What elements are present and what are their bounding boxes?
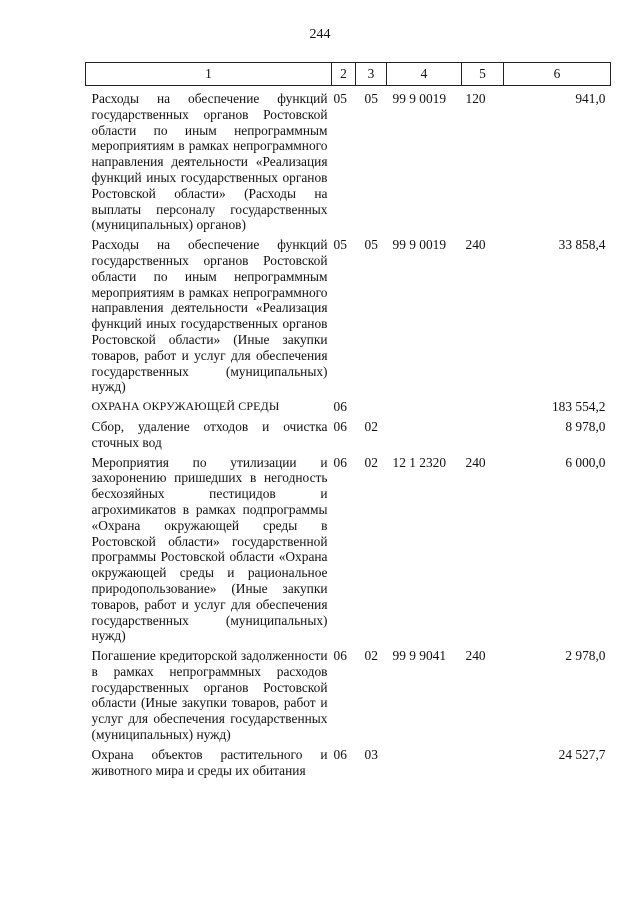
table-row — [86, 743, 611, 779]
row-name: Погашение кредиторской задолженности в рамках непрограммных расходов государственных органов Ростовской области (Иные закупки товаров, работ и услуг для обеспечения государственных (муниципальных) нужд) — [91, 648, 328, 743]
row-subsection: 02 — [364, 418, 378, 434]
row-expense-type: 240 — [465, 237, 486, 253]
row-subsection: 05 — [364, 237, 378, 253]
row-expense-type: 240 — [465, 454, 486, 470]
table-row — [86, 86, 611, 234]
row-name: Расходы на обеспечение функций государственных органов Ростовской области по иным непрограммным мероприятиям в рамках непрограммного направления деятельности «Реализация функций иных государственных органов Ростовской области» (Расходы на выплаты персоналу государственных (муниципальных) органов) — [91, 91, 328, 233]
row-target-article — [387, 395, 462, 415]
table-row — [86, 451, 611, 645]
row-section: 06 — [333, 454, 347, 470]
row-section: 06 — [333, 648, 347, 664]
row-target-article: 99 9 9041 — [392, 648, 447, 664]
row-section: 06 — [333, 746, 347, 762]
row-target-article: 99 9 0019 — [392, 91, 447, 106]
row-name: Мероприятия по утилизации и захоронению пришедших в негодность бесхозяйных пестицидов и агрохимикатов в рамках подпрограммы «Охрана окружающей среды в Ростовской области» государственной программы Ростовской области «Охрана окружающей среды и рациональное природопользование» (Иные закупки товаров, работ и услуг для обеспечения государственных (муниципальных) нужд) — [91, 454, 328, 644]
row-expense-type: 240 — [465, 648, 486, 664]
row-expense-type: 120 — [465, 91, 486, 106]
row-subsection: 05 — [364, 91, 378, 106]
row-target-article: 99 9 0019 — [392, 237, 447, 253]
row-amount: 6 000,0 — [565, 454, 606, 470]
header-col-4: 4 — [387, 63, 462, 86]
row-name: Расходы на обеспечение функций государственных органов Ростовской области по иным непрограммным мероприятиям в рамках непрограммного направления деятельности «Реализация функций иных государственных органов Ростовской области» (Иные закупки товаров, работ и услуг для обеспечения государственных (муниципальных) нужд) — [91, 237, 328, 395]
table-row — [86, 415, 611, 451]
row-expense-type — [462, 395, 504, 415]
table-row — [86, 233, 611, 395]
row-amount: 941,0 — [575, 91, 606, 106]
row-section: 05 — [333, 91, 347, 106]
header-col-2: 2 — [332, 63, 356, 86]
row-section: 06 — [333, 399, 347, 415]
header-col-6: 6 — [504, 63, 611, 86]
row-target-article — [387, 415, 462, 451]
row-expense-type — [462, 415, 504, 451]
table-row — [86, 644, 611, 743]
row-section: 06 — [333, 418, 347, 434]
row-subsection: 02 — [364, 454, 378, 470]
header-col-3: 3 — [356, 63, 387, 86]
row-amount: 8 978,0 — [565, 418, 606, 434]
table-row — [86, 395, 611, 415]
header-col-5: 5 — [462, 63, 504, 86]
row-section: 05 — [333, 237, 347, 253]
row-name: Охрана объектов растительного и животного мира и среды их обитания — [91, 746, 328, 778]
row-target-article — [387, 743, 462, 779]
row-subsection: 02 — [364, 648, 378, 664]
row-amount: 183 554,2 — [551, 399, 606, 415]
page-number: 244 — [309, 27, 331, 42]
row-expense-type — [462, 743, 504, 779]
row-amount: 33 858,4 — [558, 237, 606, 253]
row-name: Сбор, удаление отходов и очистка сточных вод — [91, 418, 328, 450]
row-subsection: 03 — [364, 746, 378, 762]
header-col-1: 1 — [86, 63, 332, 86]
row-name: ОХРАНА ОКРУЖАЮЩЕЙ СРЕДЫ — [91, 399, 280, 414]
row-amount: 24 527,7 — [558, 746, 606, 762]
row-amount: 2 978,0 — [565, 648, 606, 664]
header-row — [86, 63, 611, 86]
row-target-article: 12 1 2320 — [392, 454, 447, 470]
budget-table — [85, 62, 611, 778]
row-subsection — [356, 395, 387, 415]
